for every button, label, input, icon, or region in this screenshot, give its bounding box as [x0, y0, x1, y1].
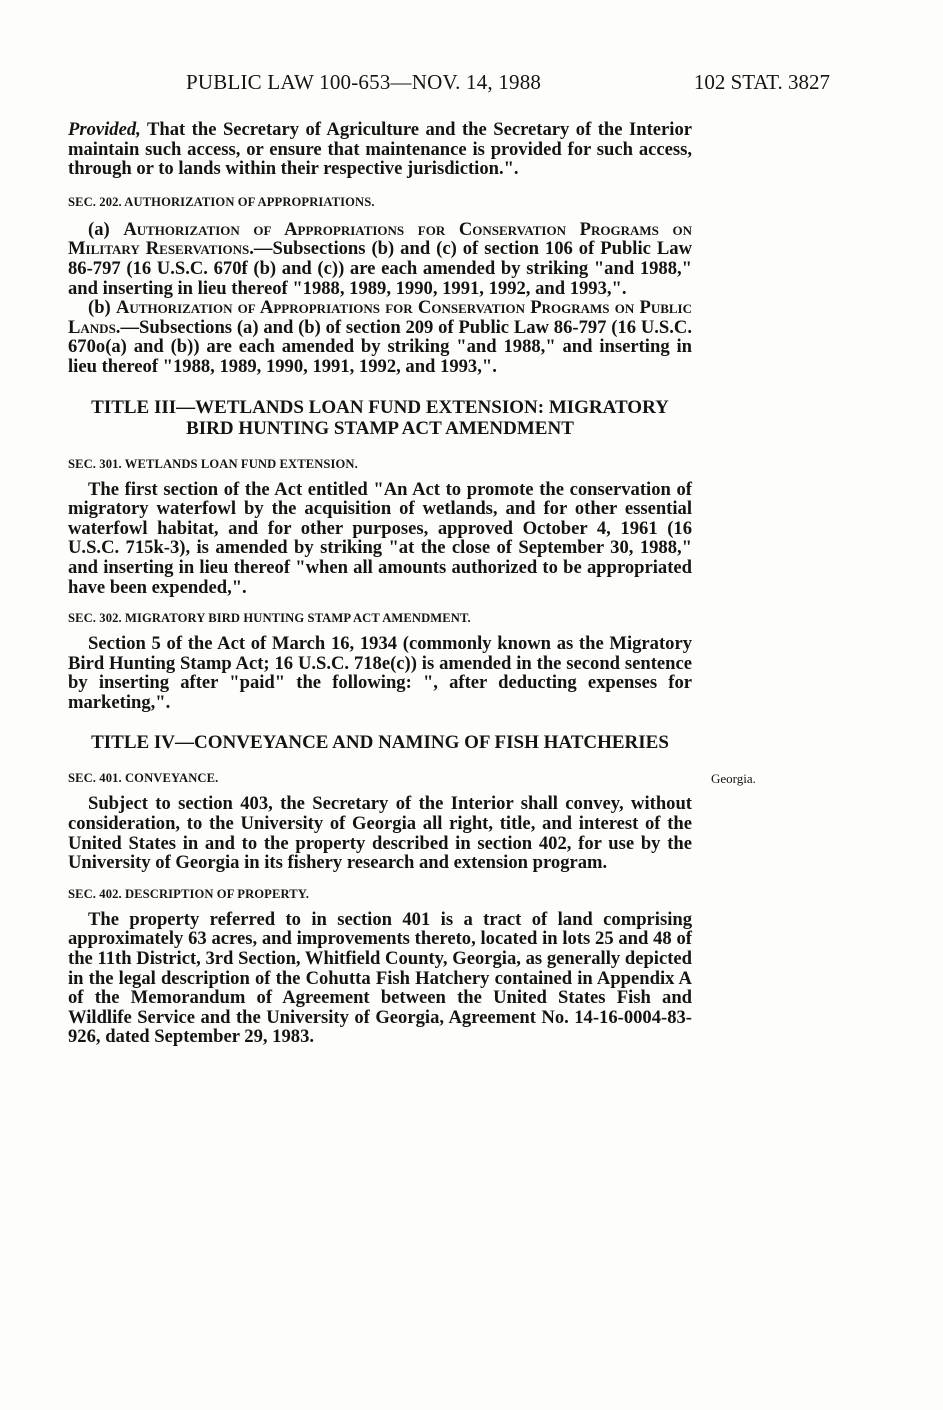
title-iv-heading: TITLE IV—CONVEYANCE AND NAMING OF FISH HATCHERIES — [91, 732, 669, 754]
title-iii-line-2: BIRD HUNTING STAMP ACT AMENDMENT — [186, 417, 574, 439]
continuation-paragraph — [68, 120, 692, 179]
subsection-a-caption: Authorization of Appropriations for Conservation Programs on Military Reservations. — [68, 218, 692, 260]
sec-301-text: The first section of the Act entitled "An Act to promote the conservation of migratory waterfowl by the acquisition of wetlands, and for other essential waterfowl habitat, and for other purposes, approved October 4, 1961 (16 U.S.C. 715k-3), is amended by striking "at the close of September 30, 1988," and inserting in lieu thereof "when all amounts authorized to be appropriated have been expended,". — [68, 478, 692, 598]
subsection-b-caption: Authorization of Appropriations for Conservation Programs on Public Lands. — [68, 297, 693, 338]
running-title: PUBLIC LAW 100-653—NOV. 14, 1988 — [186, 70, 542, 94]
sec-401 — [68, 771, 756, 787]
sec-402-heading: SEC. 402. DESCRIPTION OF PROPERTY. — [68, 886, 309, 901]
statute-reference: 102 STAT. 3827 — [693, 70, 830, 94]
subsection-a-text: —Subsections (b) and (c) of section 106 of Public Law 86-797 (16 U.S.C. 670f (b) and (c)) are each amended by striking "and 1988," and inserting in lieu thereof "1988, 1989, 1990, 1991, 1992, and 1993,". — [68, 238, 692, 299]
sec-401-heading: SEC. 401. CONVEYANCE. — [68, 771, 219, 786]
sec-401-text: Subject to section 403, the Secretary of the Interior shall convey, without consideration, to the University of Georgia all right, title, and interest of the United States in and to the property described in section 402, for use by the University of Georgia in its fishery research and extension program. — [68, 793, 692, 874]
subsection-b-text: —Subsections (a) and (b) of section 209 of Public Law 86-797 (16 U.S.C. 670o(a) and (b)) are each amended by striking "and 1988," and inserting in lieu thereof "1988, 1989, 1990, 1991, 1992, and 1993,". — [68, 316, 692, 377]
continuation-text: That the Secretary of Agriculture and the Secretary of the Interior maintain such access, or ensure that maintenance is provided for such access, through or to lands within their respective jurisdiction.". — [68, 119, 692, 180]
sec-202-subsection-b — [68, 298, 692, 376]
sec-301-heading: SEC. 301. WETLANDS LOAN FUND EXTENSION. — [68, 456, 358, 471]
page-header — [68, 70, 830, 100]
subsection-a-label: (a) — [88, 218, 124, 240]
sec-202-subsection-a — [68, 220, 692, 298]
statute-body — [68, 119, 756, 1048]
sec-302-text: Section 5 of the Act of March 16, 1934 (commonly known as the Migratory Bird Hunting Stamp Act; 16 U.S.C. 718e(c)) is amended in the second sentence by inserting after "paid" the following: ", after deducting expenses for marketing,". — [68, 633, 692, 713]
subsection-b-label: (b) — [88, 297, 116, 319]
margin-note-georgia: Georgia. — [711, 771, 756, 787]
title-iii-line-1: TITLE III—WETLANDS LOAN FUND EXTENSION: MIGRATORY — [91, 396, 669, 418]
title-iii-heading — [68, 397, 692, 439]
provided-word: Provided, — [68, 119, 141, 140]
sec-202-heading: SEC. 202. AUTHORIZATION OF APPROPRIATIONS. — [68, 194, 375, 209]
sec-302-heading: SEC. 302. MIGRATORY BIRD HUNTING STAMP ACT AMENDMENT. — [68, 611, 471, 626]
sec-402-text: The property referred to in section 401 is a tract of land comprising approximately 63 acres, and improvements thereto, located in lots 25 and 48 of the 11th District, 3rd Section, Whitfield County, Georgia, as generally depicted in the legal description of the Cohutta Fish Hatchery contained in Appendix A of the Memorandum of Agreement between the United States Fish and Wildlife Service and the University of Georgia, Agreement No. 14-16-0004-83-926, dated September 29, 1983. — [68, 908, 692, 1048]
